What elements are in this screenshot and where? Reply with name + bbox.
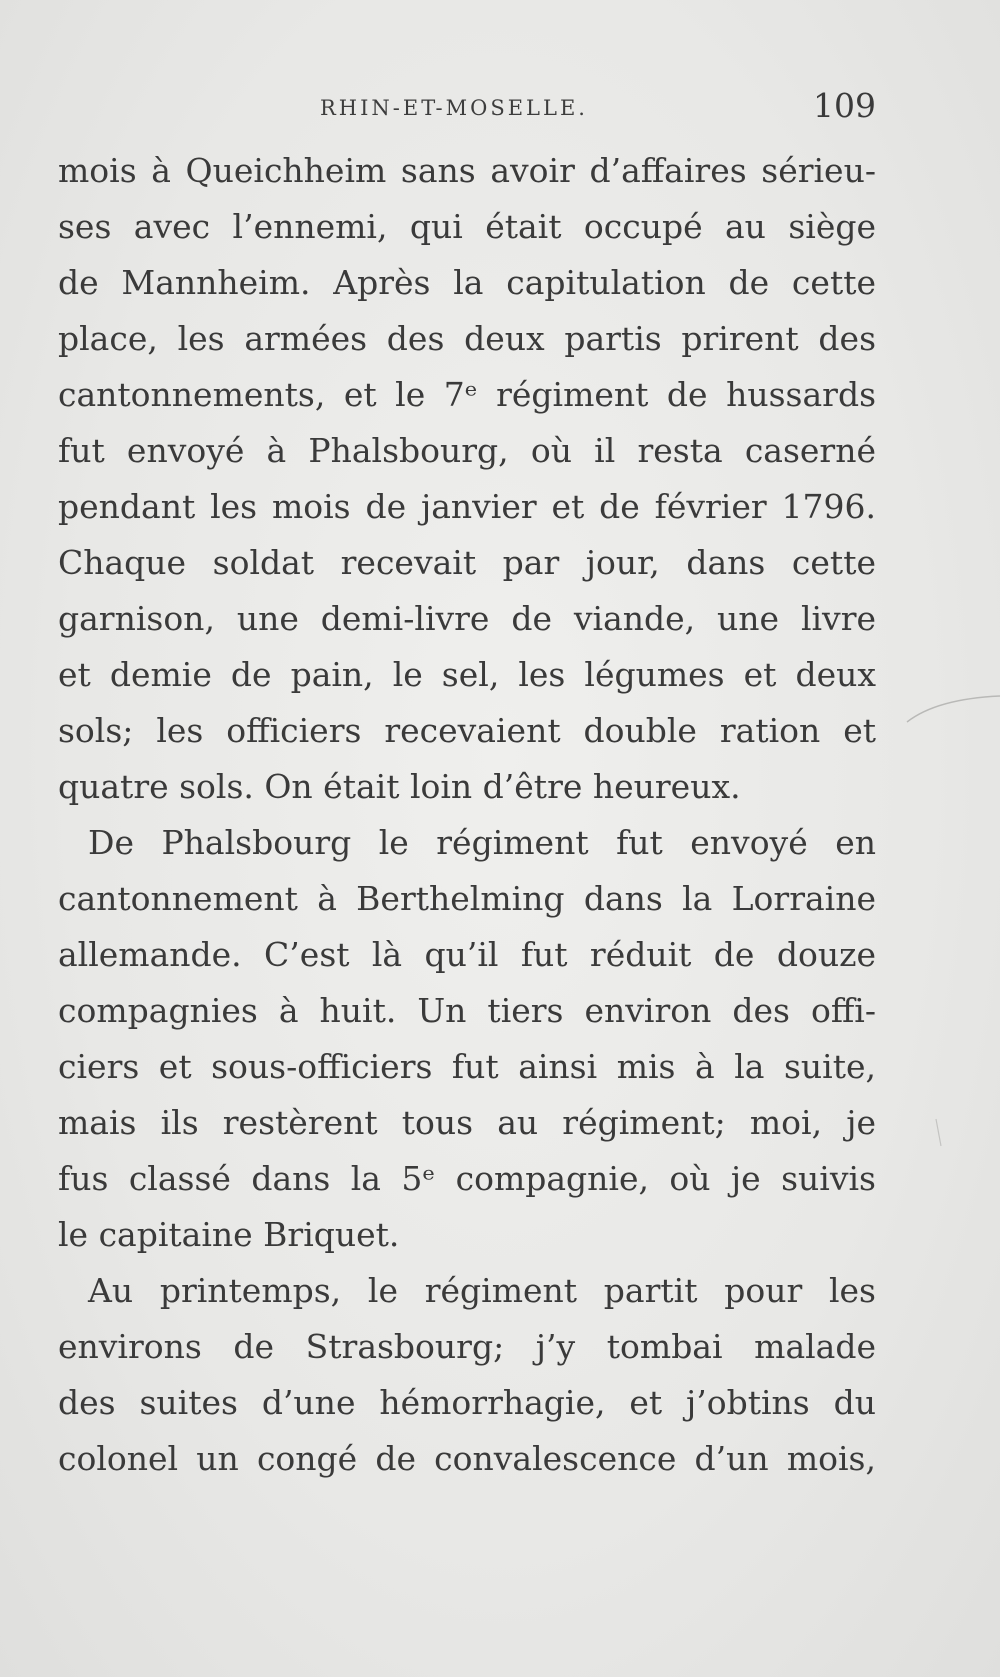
text-line: Au printemps, le régiment partit pour les [88,1271,876,1310]
text-line: fus classé dans la 5ᵉ compagnie, où je suivis [58,1159,876,1198]
text-line: pendant les mois de janvier et de février 1796. [58,487,876,526]
text-line: ciers et sous-officiers fut ainsi mis à la suite, [58,1047,876,1086]
text-line: De Phalsbourg le régiment fut envoyé en [88,823,876,862]
text-line: colonel un congé de convalescence d’un mois, [58,1439,876,1478]
text-line: fut envoyé à Phalsbourg, où il resta caserné [58,431,876,470]
pencil-mark [935,1118,943,1148]
text-line: place, les armées des deux partis prirent des [58,319,876,358]
text-line: allemande. C’est là qu’il fut réduit de douze [58,935,876,974]
text-line: de Mannheim. Après la capitulation de cette [58,263,876,302]
page-number: 109 [813,86,876,125]
text-line: mais ils restèrent tous au régiment; moi, je [58,1103,876,1142]
text-line: le capitaine Briquet. [58,1215,400,1254]
text-line: environs de Strasbourg; j’y tombai malade [58,1327,876,1366]
text-line: sols; les officiers recevaient double ration et [58,711,876,750]
text-line: Chaque soldat recevait par jour, dans cette [58,543,876,582]
text-line: mois à Queichheim sans avoir d’affaires sérieu- [58,151,876,190]
text-line: des suites d’une hémorrhagie, et j’obtins du [58,1383,876,1422]
text-line: cantonnements, et le 7ᵉ régiment de hussards [58,375,876,414]
pencil-mark [905,690,1000,730]
text-line: cantonnement à Berthelming dans la Lorraine [58,879,876,918]
text-line: ses avec l’ennemi, qui était occupé au siège [58,207,876,246]
text-line: quatre sols. On était loin d’être heureux. [58,767,741,806]
body-text [58,143,876,1487]
page-header [58,86,876,126]
running-head: RHIN-ET-MOSELLE. [320,96,588,120]
text-line: garnison, une demi-livre de viande, une livre [58,599,876,638]
text-line: et demie de pain, le sel, les légumes et deux [58,655,876,694]
text-line: compagnies à huit. Un tiers environ des offi- [58,991,876,1030]
